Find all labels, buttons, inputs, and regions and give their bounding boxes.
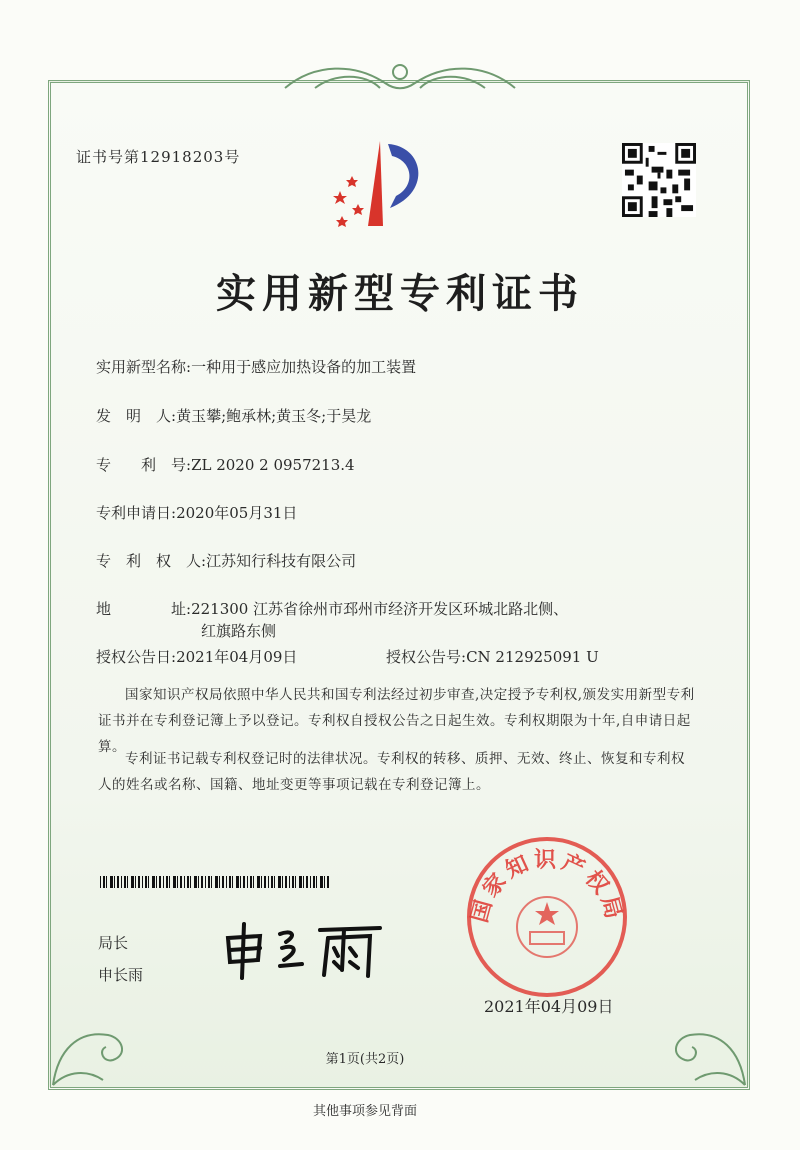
field-label: 专 利 权 人: — [96, 552, 207, 570]
director-title: 局长 — [98, 934, 129, 952]
statement-paragraph-1: 国家知识产权局依照中华人民共和国专利法经过初步审查,决定授予专利权,颁发实用新型专利证书并在专利登记簿上予以登记。专利权自授权公告之日起生效。专利权期限为十年,自申请日起算。 — [98, 687, 695, 755]
field-filing-date — [96, 502, 297, 523]
field-label: 专 利 号: — [96, 456, 192, 474]
field-value: ZL 2020 2 0957213.4 — [191, 456, 355, 474]
field-grant-number — [386, 646, 599, 667]
director-signature — [220, 920, 390, 980]
field-value: 2020年05月31日 — [176, 504, 298, 522]
certificate-title: 实用新型专利证书 — [216, 271, 584, 317]
field-label: 授权公告号: — [386, 648, 467, 666]
field-utility-model-name — [96, 356, 416, 377]
certificate-border — [48, 80, 750, 1090]
corner-ornament-right — [660, 1000, 750, 1090]
field-label: 地 址: — [96, 600, 192, 618]
field-value: 江苏知行科技有限公司 — [206, 552, 357, 570]
field-value: 一种用于感应加热设备的加工装置 — [191, 358, 417, 376]
field-value: 黄玉攀;鲍承林;黄玉冬;于昊龙 — [176, 407, 372, 425]
field-value: 221300 江苏省徐州市邳州市经济开发区环城北路北侧、 — [191, 600, 569, 618]
field-address — [96, 598, 568, 619]
field-label: 授权公告日: — [96, 648, 177, 666]
field-label: 实用新型名称: — [96, 358, 192, 376]
field-grant-date — [96, 646, 297, 667]
patent-office-logo — [328, 136, 438, 231]
barcode — [100, 876, 330, 888]
field-value: CN 212925091 U — [466, 648, 599, 666]
seal-text: 国家知识产权局 — [467, 848, 627, 926]
back-note: 其他事项参见背面 — [312, 1104, 417, 1119]
corner-ornament-left — [48, 1000, 138, 1090]
field-value: 2021年04月09日 — [176, 648, 298, 666]
field-patent-number — [96, 454, 355, 475]
certificate-number: 证书号第12918203号 — [76, 148, 241, 166]
field-patentee — [96, 550, 356, 571]
page-info: 第1页(共2页) — [325, 1052, 405, 1067]
director-name: 申长雨 — [98, 966, 144, 984]
qr-code — [622, 142, 696, 218]
seal-date: 2021年04月09日 — [484, 997, 614, 1016]
statement-paragraph-2: 专利证书记载专利权登记时的法律状况。专利权的转移、质押、无效、终止、恢复和专利权人的姓名或名称、国籍、地址变更等事项记载在专利登记簿上。 — [98, 751, 685, 793]
top-ornament — [275, 58, 525, 98]
official-seal — [462, 832, 632, 1002]
field-label: 专利申请日: — [96, 504, 177, 522]
field-address-line2: 红旗路东侧 — [201, 622, 277, 640]
field-label: 发 明 人: — [96, 407, 177, 425]
field-inventor — [96, 405, 371, 426]
